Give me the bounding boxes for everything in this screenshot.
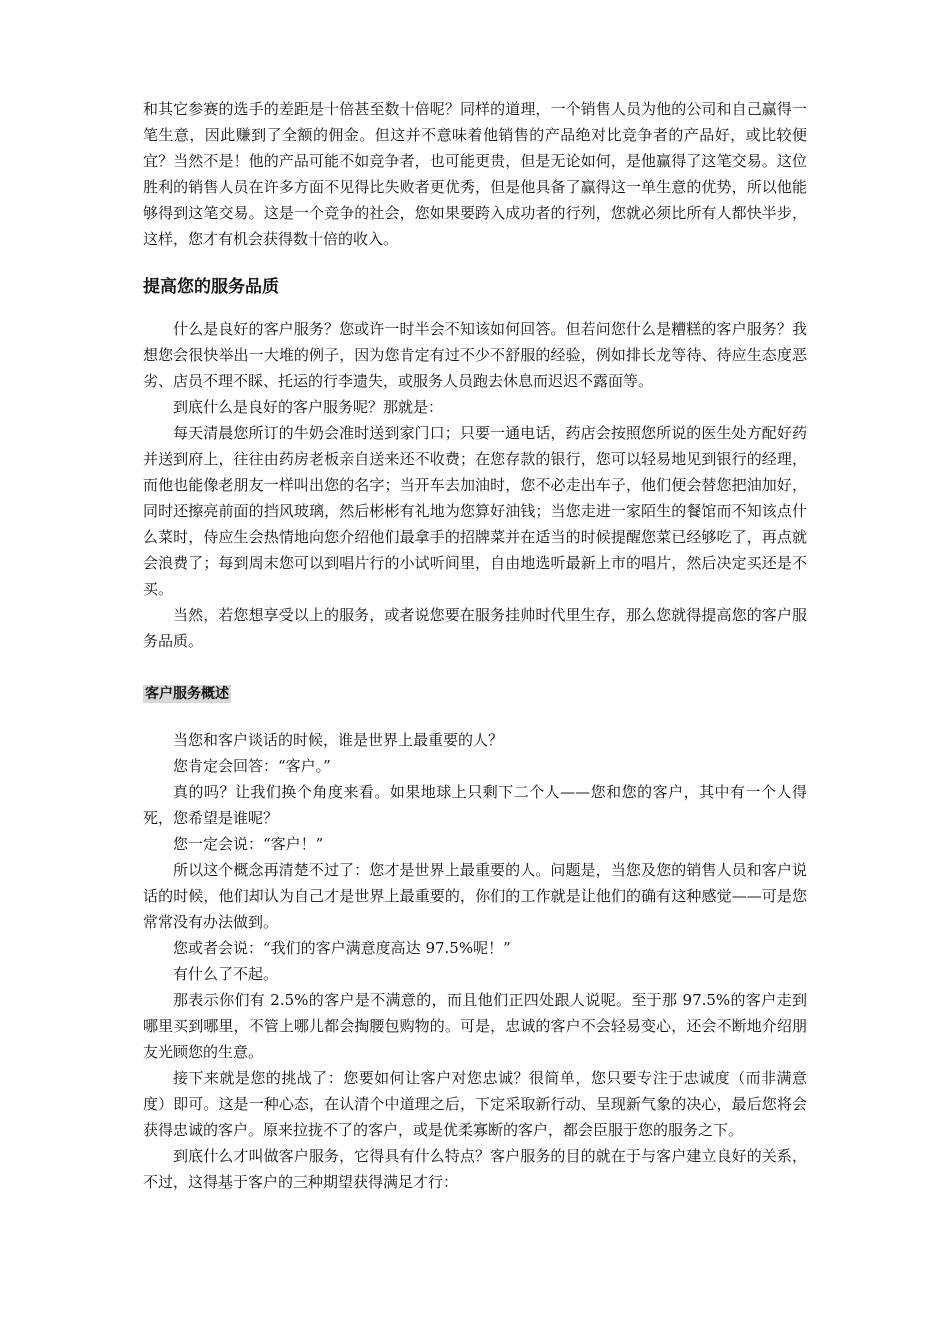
body-paragraph: 什么是良好的客户服务？您或许一时半会不知该如何回答。但若问您什么是糟糕的客户服务？我想您会很快举出一大堆的例子，因为您肯定有过不少不舒服的经验，例如排长龙等待、待应生态度恶劣、店员不理不睬、托运的行李遗失，或服务人员跑去休息而迟迟不露面等。 bbox=[143, 320, 807, 390]
body-paragraph: 真的吗？让我们换个角度来看。如果地球上只剩下二个人——您和您的客户，其中有一个人得死，您希望是谁呢？ bbox=[143, 783, 807, 827]
body-paragraph: 您或者会说：“我们的客户满意度高达 97.5%呢！” bbox=[173, 939, 511, 957]
body-paragraph: 有什么了不起。 bbox=[173, 965, 279, 983]
body-paragraph: 当然，若您想享受以上的服务，或者说您要在服务挂帅时代里生存，那么您就得提高您的客户服务品质。 bbox=[143, 606, 807, 650]
body-paragraph: 到底什么是良好的客户服务呢？那就是： bbox=[173, 398, 444, 416]
body-paragraph: 您一定会说：“客户！” bbox=[173, 835, 324, 853]
body-paragraph: 当您和客户谈话的时候，谁是世界上最重要的人？ bbox=[173, 731, 504, 749]
document-page bbox=[143, 96, 807, 1195]
subsection-heading bbox=[143, 680, 807, 707]
body-paragraph: 您肯定会回答：“客户。” bbox=[173, 757, 331, 775]
body-paragraph: 和其它参赛的选手的差距是十倍甚至数十倍呢？同样的道理，一个销售人员为他的公司和自己赢得一笔生意，因此赚到了全额的佣金。但这并不意味着他销售的产品绝对比竞争者的产品好，或比较便宜？当然不是！他的产品可能不如竞争者，也可能更贵，但是无论如何，是他赢得了这笔交易。这位胜利的销售人员在许多方面不见得比失败者更优秀，但是他具备了赢得这一单生意的优势，所以他能够得到这笔交易。这是一个竞争的社会，您如果要跨入成功者的行列，您就必须比所有人都快半步，这样，您才有机会获得数十倍的收入。 bbox=[143, 100, 807, 248]
subsection-heading-text: 客户服务概述 bbox=[145, 686, 229, 702]
body-paragraph: 所以这个概念再清楚不过了：您才是世界上最重要的人。问题是，当您及您的销售人员和客户说话的时候，他们却认为自己才是世界上最重要的，你们的工作就是让他们的确有这种感觉——可是您常常没有办法做到。 bbox=[143, 861, 807, 931]
body-paragraph: 接下来就是您的挑战了：您要如何让客户对您忠诚？很简单，您只要专注于忠诚度（而非满意度）即可。这是一种心态，在认清个中道理之后，下定采取新行动、呈现新气象的决心，最后您将会获得忠诚的客户。原来拉拢不了的客户，或是优柔寡断的客户，都会臣服于您的服务之下。 bbox=[143, 1069, 807, 1139]
body-paragraph: 到底什么才叫做客户服务，它得具有什么特点？客户服务的目的就在于与客户建立良好的关系，不过，这得基于客户的三种期望获得满足才行： bbox=[143, 1147, 807, 1191]
section-heading: 提高您的服务品质 bbox=[143, 277, 279, 297]
body-paragraph: 每天清晨您所订的牛奶会准时送到家门口；只要一通电话，药店会按照您所说的医生处方配好药并送到府上，往往由药房老板亲自送来还不收费；在您存款的银行，您可以轻易地见到银行的经理，而他也能像老朋友一样叫出您的名字；当开车去加油时，您不必走出车子，他们便会替您把油加好，同时还擦亮前面的挡风玻璃，然后彬彬有礼地为您算好油钱；当您走进一家陌生的餐馆而不知该点什么菜时，侍应生会热情地向您介绍他们最拿手的招牌菜并在适当的时候提醒您菜已经够吃了，再点就会浪费了；每到周末您可以到唱片行的小试听间里，自由地选听最新上市的唱片，然后决定买还是不买。 bbox=[143, 424, 807, 598]
body-paragraph: 那表示你们有 2.5%的客户是不满意的，而且他们正四处跟人说呢。至于那 97.5%的客户走到哪里买到哪里，不管上哪儿都会掏腰包购物的。可是，忠诚的客户不会轻易变心，还会不断地介绍朋友光顾您的生意。 bbox=[143, 991, 807, 1061]
